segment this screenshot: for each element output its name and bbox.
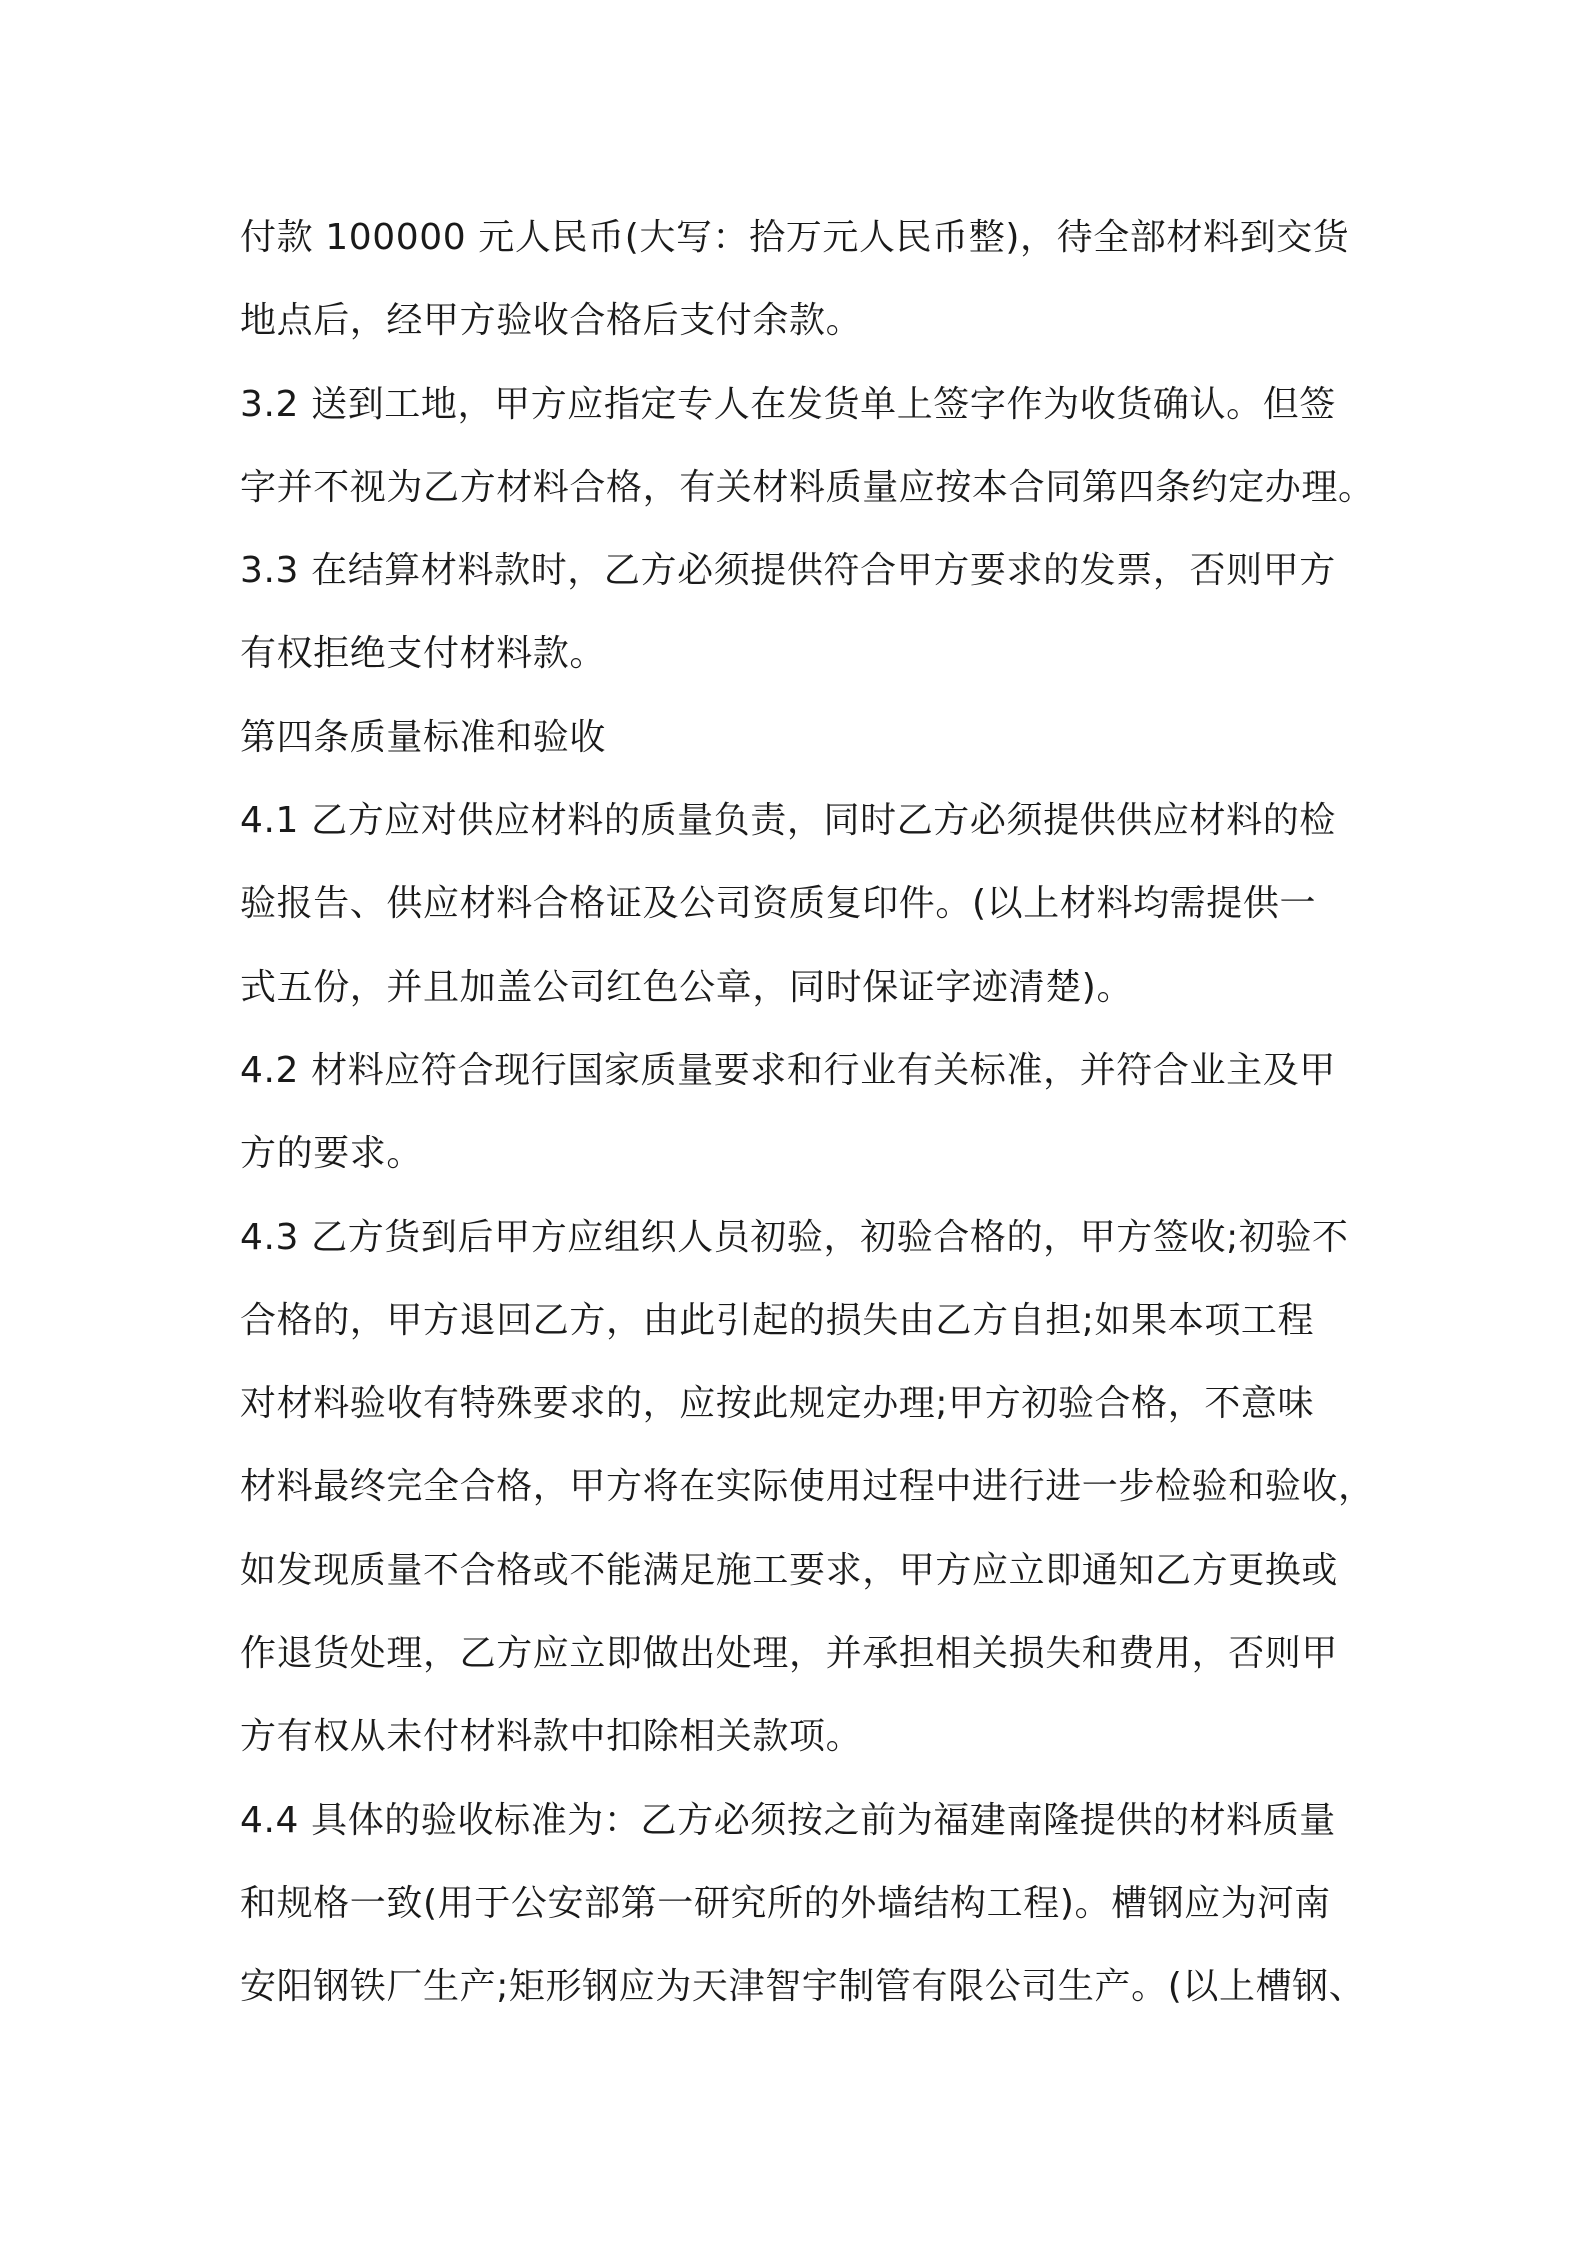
text-line: 4.1 乙方应对供应材料的质量负责，同时乙方必须提供供应材料的检	[240, 800, 1336, 842]
text-line: 有权拒绝支付材料款。	[240, 633, 607, 675]
text-line: 地点后，经甲方验收合格后支付余款。	[240, 300, 863, 342]
text-line: 合格的，甲方退回乙方，由此引起的损失由乙方自担;如果本项工程	[240, 1299, 1315, 1341]
text-line: 验报告、供应材料合格证及公司资质复印件。(以上材料均需提供一	[240, 883, 1317, 925]
text-line: 4.4 具体的验收标准为：乙方必须按之前为福建南隆提供的材料质量	[240, 1799, 1336, 1841]
text-line: 方有权从未付材料款中扣除相关款项。	[240, 1716, 863, 1758]
text-line: 安阳钢铁厂生产;矩形钢应为天津智宇制管有限公司生产。(以上槽钢、	[240, 1966, 1366, 2008]
text-line: 字并不视为乙方材料合格，有关材料质量应按本合同第四条约定办理。	[240, 466, 1375, 508]
text-line: 和规格一致(用于公安部第一研究所的外墙结构工程)。槽钢应为河南	[240, 1882, 1331, 1924]
section-heading: 第四条质量标准和验收	[240, 716, 607, 758]
text-line: 式五份，并且加盖公司红色公章，同时保证字迹清楚)。	[240, 966, 1134, 1008]
text-line: 3.3 在结算材料款时，乙方必须提供符合甲方要求的发票，否则甲方	[240, 550, 1336, 592]
text-line: 4.2 材料应符合现行国家质量要求和行业有关标准，并符合业主及甲	[240, 1049, 1336, 1091]
text-line: 付款 100000 元人民币(大写：拾万元人民币整)，待全部材料到交货	[240, 217, 1350, 258]
text-line: 3.2 送到工地，甲方应指定专人在发货单上签字作为收货确认。但签	[240, 383, 1336, 425]
text-line: 4.3 乙方货到后甲方应组织人员初验，初验合格的，甲方签收;初验不	[240, 1216, 1349, 1258]
text-line: 方的要求。	[240, 1133, 424, 1175]
text-line: 作退货处理，乙方应立即做出处理，并承担相关损失和费用，否则甲	[240, 1633, 1339, 1675]
text-line: 如发现质量不合格或不能满足施工要求，甲方应立即通知乙方更换或	[240, 1549, 1339, 1591]
text-line: 对材料验收有特殊要求的，应按此规定办理;甲方初验合格，不意味	[240, 1383, 1315, 1425]
text-line: 材料最终完全合格，甲方将在实际使用过程中进行进一步检验和验收，	[240, 1466, 1375, 1508]
document-body	[240, 196, 1380, 2029]
